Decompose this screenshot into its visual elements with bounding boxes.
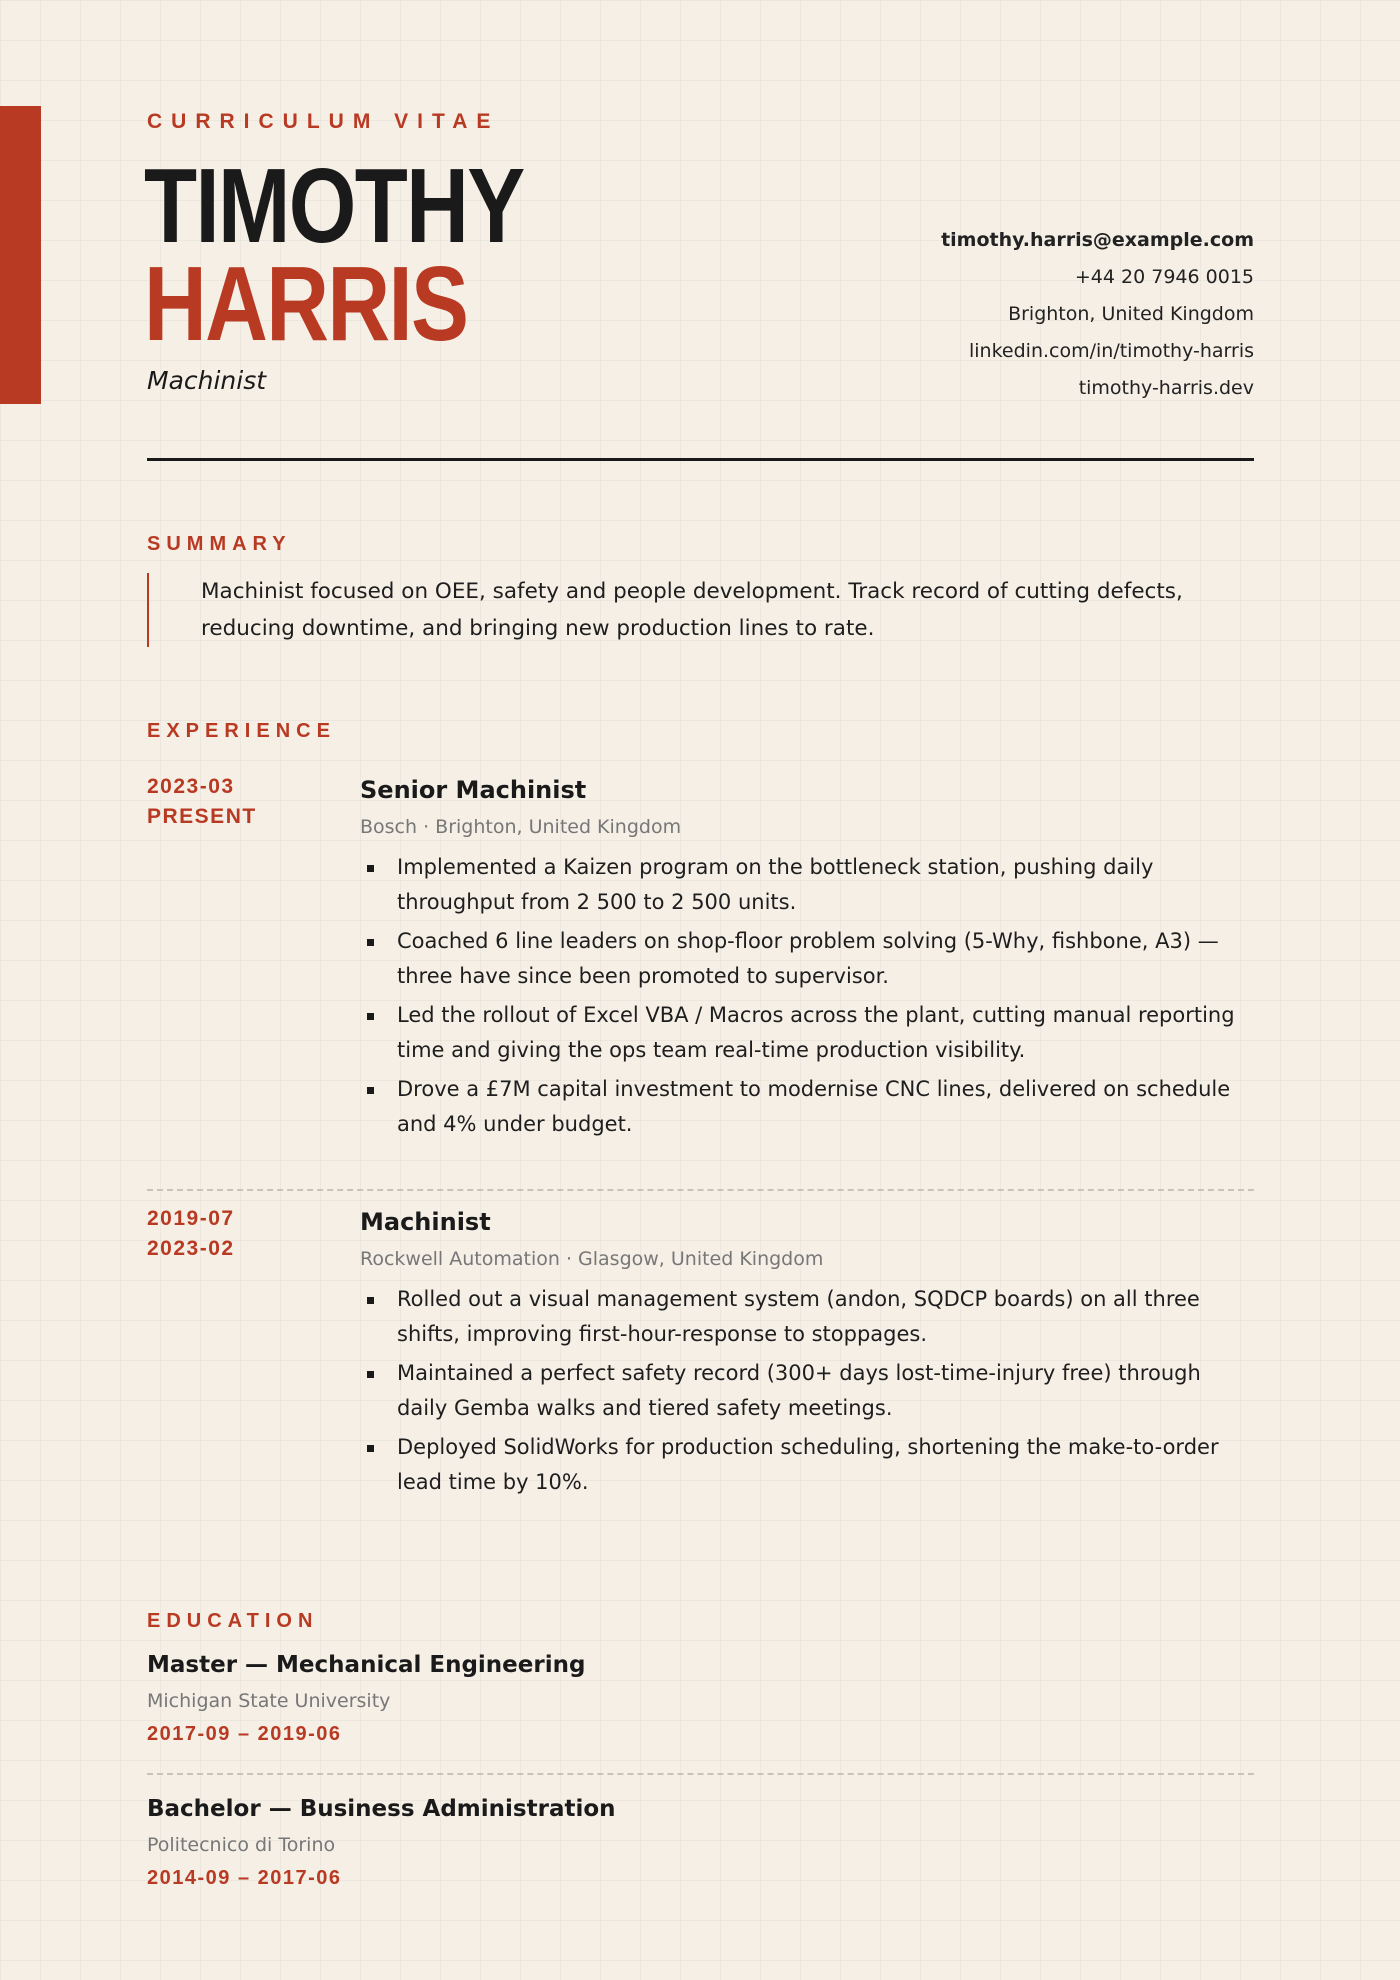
bullet-text: Rolled out a visual management system (andon, SQDCP boards) on all three shifts, improving first-hour-response to stoppages. (397, 1287, 1200, 1346)
summary-heading: SUMMARY (147, 533, 292, 555)
job-company: Rockwell Automation · Glasgow, United Kingdom (360, 1248, 824, 1270)
bullet-text: Deployed SolidWorks for production scheduling, shortening the make-to-order lead time by 10%. (397, 1435, 1219, 1494)
education-heading: EDUCATION (147, 1610, 319, 1632)
edu-dates: 2014-09 – 2017-06 (147, 1867, 342, 1889)
bullet-item (360, 1356, 1254, 1426)
contact-website[interactable]: timothy-harris.dev (1078, 377, 1254, 399)
summary-block (147, 573, 1254, 647)
contact-email[interactable]: timothy.harris@example.com (941, 229, 1254, 251)
entry-divider (147, 1773, 1254, 1775)
first-name: TIMOTHY (144, 147, 524, 265)
job-role: Machinist (360, 1208, 491, 1236)
bullet-item (360, 1072, 1254, 1142)
job-start-date: 2023-03 (147, 775, 235, 798)
job-bullets (360, 1282, 1254, 1500)
bullet-item (360, 924, 1254, 994)
resume-header (144, 0, 1254, 470)
edu-dates: 2017-09 – 2019-06 (147, 1723, 342, 1745)
bullet-square-icon (367, 865, 374, 872)
document-eyebrow: CURRICULUM VITAE (147, 110, 500, 133)
bullet-square-icon (367, 1013, 374, 1020)
bullet-text: Drove a £7M capital investment to modernise CNC lines, delivered on schedule and 4% under budget. (397, 1077, 1231, 1136)
bullet-square-icon (367, 1445, 374, 1452)
last-name: HARRIS (144, 245, 468, 363)
contact-block (941, 222, 1254, 407)
entry-divider (147, 1189, 1254, 1191)
contact-linkedin[interactable]: linkedin.com/in/timothy-harris (968, 340, 1254, 362)
job-start-date: 2019-07 (147, 1207, 235, 1230)
education-entry (147, 1796, 1254, 1890)
job-body (360, 1204, 1254, 1504)
bullet-item (360, 1282, 1254, 1352)
job-dates (147, 772, 257, 832)
job-company: Bosch · Brighton, United Kingdom (360, 816, 682, 838)
job-role: Senior Machinist (360, 776, 587, 804)
bullet-square-icon (367, 1371, 374, 1378)
job-bullets (360, 850, 1254, 1142)
experience-heading: EXPERIENCE (147, 720, 336, 742)
bullet-item (360, 850, 1254, 920)
job-body (360, 772, 1254, 1146)
bullet-square-icon (367, 1087, 374, 1094)
contact-location: Brighton, United Kingdom (1008, 303, 1254, 325)
job-title: Machinist (147, 366, 267, 395)
summary-text: Machinist focused on OEE, safety and people development. Track record of cutting defects, reducing downtime, and bringing new production lines to rate. (201, 579, 1183, 641)
accent-bar (0, 106, 41, 404)
bullet-text: Coached 6 line leaders on shop-floor problem solving (5-Why, fishbone, A3) — three have since been promoted to supervisor. (397, 929, 1219, 988)
bullet-square-icon (367, 939, 374, 946)
contact-phone[interactable]: +44 20 7946 0015 (1074, 266, 1254, 288)
bullet-item (360, 998, 1254, 1068)
edu-school: Michigan State University (147, 1690, 391, 1712)
job-dates (147, 1204, 235, 1264)
bullet-item (360, 1430, 1254, 1500)
bullet-text: Maintained a perfect safety record (300+ days lost-time-injury free) through daily Gemba walks and tiered safety meetings. (397, 1361, 1201, 1420)
bullet-text: Implemented a Kaizen program on the bottleneck station, pushing daily throughput from 2 500 to 2 500 units. (397, 855, 1154, 914)
bullet-square-icon (367, 1297, 374, 1304)
edu-school: Politecnico di Torino (147, 1834, 336, 1856)
edu-degree: Bachelor — Business Administration (147, 1796, 616, 1822)
bullet-text: Led the rollout of Excel VBA / Macros across the plant, cutting manual reporting time and giving the ops team real-time production visibility. (397, 1003, 1235, 1062)
education-entry (147, 1652, 1254, 1746)
edu-degree: Master — Mechanical Engineering (147, 1652, 586, 1678)
job-end-date: 2023-02 (147, 1237, 235, 1260)
header-divider (147, 458, 1254, 461)
job-end-date: PRESENT (147, 805, 257, 828)
